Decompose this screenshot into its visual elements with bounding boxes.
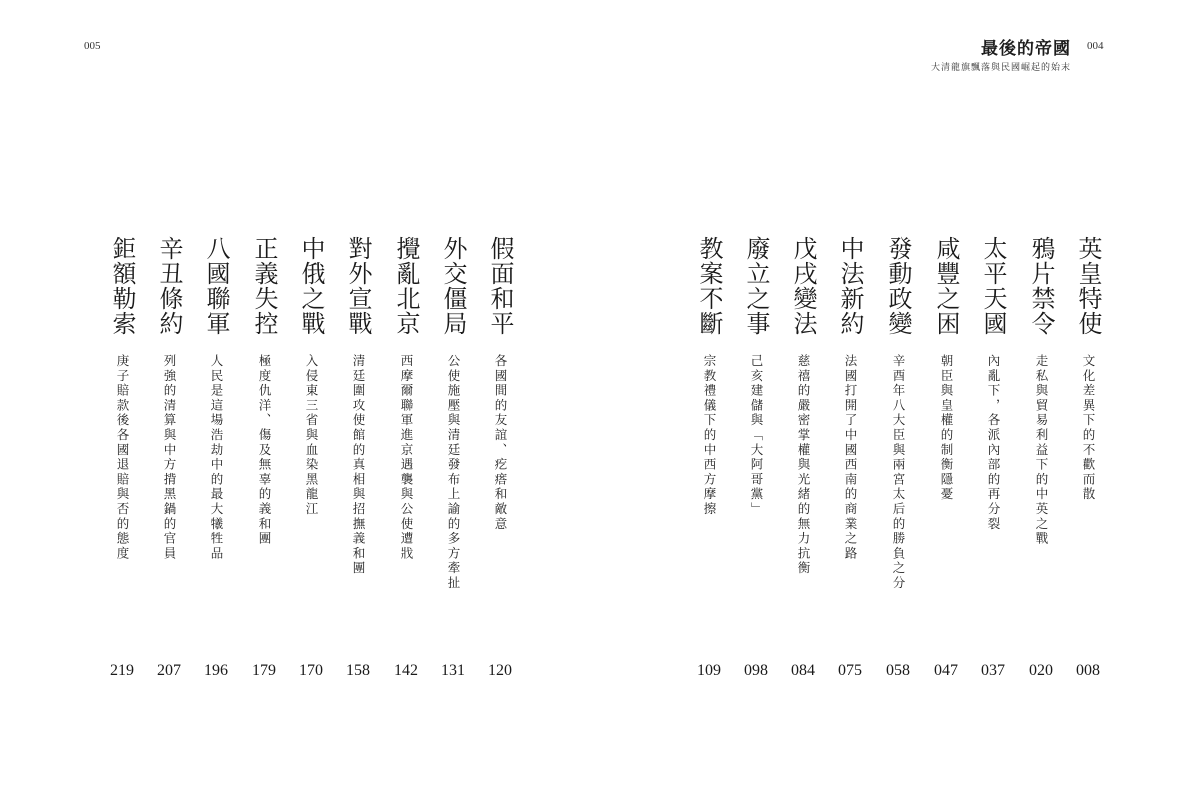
toc-entry-subtitle: 公使施壓與清廷發布上諭的多方牽扯 — [446, 354, 461, 591]
toc-entry-page: 219 — [110, 662, 134, 679]
toc-entry-page: 075 — [838, 662, 862, 679]
toc-entry-page: 098 — [744, 662, 768, 679]
toc-entry[interactable] — [780, 236, 826, 686]
toc-entry-page: 179 — [252, 662, 276, 679]
toc-entry[interactable] — [875, 236, 921, 686]
toc-entry-subtitle: 走私與貿易利益下的中英之戰 — [1034, 354, 1049, 547]
toc-entry-subtitle: 西摩爾聯軍進京遇襲與公使遭戕 — [399, 354, 414, 562]
toc-entry[interactable] — [733, 236, 779, 686]
toc-entry-title: 鉅額勒索 — [108, 236, 136, 336]
toc-entry-subtitle: 己亥建儲與「大阿哥黨」 — [749, 354, 764, 517]
toc-entry-title: 假面和平 — [486, 236, 514, 336]
toc-entry-subtitle: 各國間的友誼、疙瘩和敵意 — [493, 354, 508, 532]
toc-entry-title: 攪亂北京 — [392, 236, 420, 336]
toc-entry[interactable] — [146, 236, 192, 686]
toc-entry-subtitle: 文化差異下的不歡而散 — [1081, 354, 1096, 502]
toc-entry[interactable] — [477, 236, 523, 686]
left-page-number: 005 — [84, 40, 101, 52]
toc-entry[interactable] — [923, 236, 969, 686]
toc-entry-title: 教案不斷 — [695, 236, 723, 336]
toc-entry-title: 廢立之事 — [742, 236, 770, 336]
toc-entry[interactable] — [288, 236, 334, 686]
toc-entry-page: 207 — [157, 662, 181, 679]
right-page-number: 004 — [1087, 40, 1104, 52]
toc-entry-title: 中法新約 — [836, 236, 864, 336]
toc-entry-subtitle: 極度仇洋、傷及無辜的義和團 — [257, 354, 272, 547]
toc-entry-page: 008 — [1076, 662, 1100, 679]
toc-entry-title: 外交僵局 — [439, 236, 467, 336]
toc-entry-page: 109 — [697, 662, 721, 679]
toc-entry-subtitle: 入侵東三省與血染黑龍江 — [304, 354, 319, 517]
toc-entry-title: 正義失控 — [250, 236, 278, 336]
toc-entry-subtitle: 內亂下，各派內部的再分裂 — [986, 354, 1001, 532]
toc-entry-subtitle: 法國打開了中國西南的商業之路 — [843, 354, 858, 562]
book-title: 最後的帝國 — [981, 39, 1071, 59]
toc-entry[interactable] — [241, 236, 287, 686]
toc-entry-subtitle: 列強的清算與中方揹黑鍋的官員 — [162, 354, 177, 562]
toc-entry-page: 120 — [488, 662, 512, 679]
toc-entry-title: 發動政變 — [884, 236, 912, 336]
toc-entry-page: 020 — [1029, 662, 1053, 679]
toc-entry-title: 中俄之戰 — [297, 236, 325, 336]
toc-entry-title: 戊戌變法 — [789, 236, 817, 336]
toc-entry-title: 辛丑條約 — [155, 236, 183, 336]
toc-entry[interactable] — [335, 236, 381, 686]
toc-entry-subtitle: 慈禧的嚴密掌權與光緒的無力抗衡 — [796, 354, 811, 576]
toc-entry[interactable] — [383, 236, 429, 686]
book-subtitle: 大清龍旗飄落與民國崛起的始末 — [930, 63, 1071, 73]
toc-entry-subtitle: 宗教禮儀下的中西方摩擦 — [702, 354, 717, 517]
toc-entry-subtitle: 人民是這場浩劫中的最大犧牲品 — [209, 354, 224, 562]
toc-entry-page: 142 — [394, 662, 418, 679]
toc-entry-title: 鴉片禁令 — [1027, 236, 1055, 336]
toc-entry-page: 058 — [886, 662, 910, 679]
toc-entry-page: 131 — [441, 662, 465, 679]
toc-entry-title: 對外宣戰 — [344, 236, 372, 336]
toc-entry[interactable] — [430, 236, 476, 686]
toc-entry-subtitle: 朝臣與皇權的制衡隱憂 — [939, 354, 954, 502]
toc-entry-title: 咸豐之困 — [932, 236, 960, 336]
toc-entry[interactable] — [970, 236, 1016, 686]
toc-entry[interactable] — [827, 236, 873, 686]
toc-entry[interactable] — [193, 236, 239, 686]
toc-entry-page: 196 — [204, 662, 228, 679]
toc-entry-page: 170 — [299, 662, 323, 679]
toc-entry-subtitle: 辛酉年八大臣與兩宮太后的勝負之分 — [891, 354, 906, 591]
toc-entry[interactable] — [1065, 236, 1111, 686]
toc-entry-title: 英皇特使 — [1074, 236, 1102, 336]
toc-entry-title: 八國聯軍 — [202, 236, 230, 336]
toc-entry-page: 158 — [346, 662, 370, 679]
toc-entry-subtitle: 庚子賠款後各國退賠與否的態度 — [115, 354, 130, 562]
toc-entry-page: 047 — [934, 662, 958, 679]
toc-entry[interactable] — [1018, 236, 1064, 686]
toc-entry-page: 084 — [791, 662, 815, 679]
toc-entry-subtitle: 清廷圍攻使館的真相與招撫義和團 — [351, 354, 366, 576]
toc-entry[interactable] — [686, 236, 732, 686]
toc-entry[interactable] — [99, 236, 145, 686]
toc-entry-page: 037 — [981, 662, 1005, 679]
toc-entry-title: 太平天國 — [979, 236, 1007, 336]
